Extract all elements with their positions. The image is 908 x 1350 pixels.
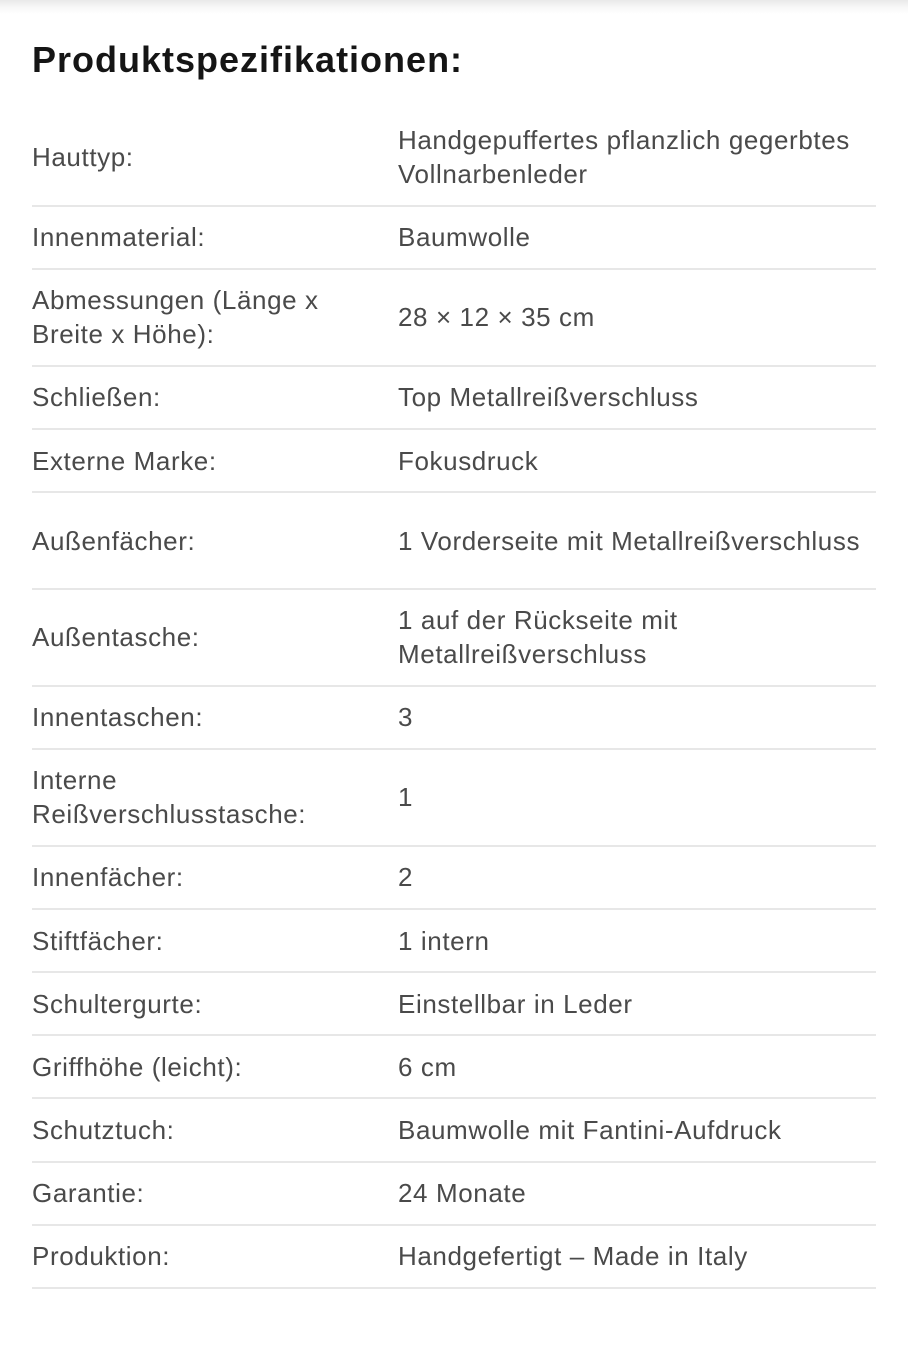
- spec-key: Innenfächer:: [32, 862, 184, 893]
- spec-row-closure: [32, 367, 876, 430]
- spec-row-production: [32, 1226, 876, 1289]
- spec-value: Einstellbar in Leder: [398, 988, 633, 1019]
- spec-row-inner-material: [32, 207, 876, 270]
- top-shadow: [0, 0, 908, 14]
- spec-key: Außenfächer:: [32, 525, 196, 556]
- spec-row-external-brand: [32, 430, 876, 493]
- spec-key: Außentasche:: [32, 622, 200, 653]
- spec-key: Hauttyp:: [32, 142, 134, 173]
- spec-value: 24 Monate: [398, 1178, 527, 1209]
- spec-row-warranty: [32, 1163, 876, 1226]
- spec-value: Handgepuffertes pflanzlich gegerbtes Vollnarbenleder: [398, 125, 850, 190]
- spec-value: Handgefertigt – Made in Italy: [398, 1241, 748, 1272]
- spec-table: [32, 110, 876, 1289]
- spec-key: Externe Marke:: [32, 445, 217, 476]
- product-specifications-section: [32, 30, 876, 1289]
- spec-row-pen-compartments: [32, 910, 876, 973]
- spec-key: Garantie:: [32, 1178, 145, 1209]
- spec-row-skin-type: [32, 110, 876, 207]
- spec-row-dust-bag: [32, 1099, 876, 1162]
- spec-value: 1: [398, 782, 414, 813]
- spec-key: Stiftfächer:: [32, 925, 164, 956]
- spec-key: Interne Reißverschlusstasche:: [32, 765, 307, 830]
- spec-row-shoulder-straps: [32, 973, 876, 1036]
- spec-key: Abmessungen (Länge x Breite x Höhe):: [32, 285, 319, 350]
- spec-value: Top Metallreißverschluss: [398, 382, 699, 413]
- spec-row-internal-zip-pocket: [32, 750, 876, 847]
- spec-row-inner-compartments: [32, 847, 876, 910]
- spec-key: Produktion:: [32, 1241, 171, 1272]
- section-title: Produktspezifikationen:: [32, 39, 464, 80]
- spec-value: 6 cm: [398, 1051, 457, 1082]
- spec-value: 1 intern: [398, 925, 490, 956]
- spec-value: 3: [398, 702, 414, 733]
- spec-key: Schutztuch:: [32, 1115, 175, 1146]
- spec-row-outer-pocket: [32, 590, 876, 687]
- spec-row-outer-compartments: [32, 493, 876, 590]
- spec-value: 2: [398, 862, 414, 893]
- spec-key: Schultergurte:: [32, 988, 203, 1019]
- spec-value: Baumwolle: [398, 222, 531, 253]
- spec-value: 1 auf der Rückseite mit Metallreißverschluss: [398, 605, 678, 670]
- spec-value: Fokusdruck: [398, 445, 539, 476]
- spec-row-inner-pockets: [32, 687, 876, 750]
- spec-value: 28 × 12 × 35 cm: [398, 302, 595, 333]
- spec-key: Griffhöhe (leicht):: [32, 1051, 243, 1082]
- spec-row-handle-height: [32, 1036, 876, 1099]
- spec-key: Schließen:: [32, 382, 161, 413]
- spec-value: Baumwolle mit Fantini-Aufdruck: [398, 1115, 782, 1146]
- spec-key: Innentaschen:: [32, 702, 204, 733]
- spec-key: Innenmaterial:: [32, 222, 206, 253]
- spec-row-dimensions: [32, 270, 876, 367]
- spec-value: 1 Vorderseite mit Metallreißverschluss: [398, 525, 861, 556]
